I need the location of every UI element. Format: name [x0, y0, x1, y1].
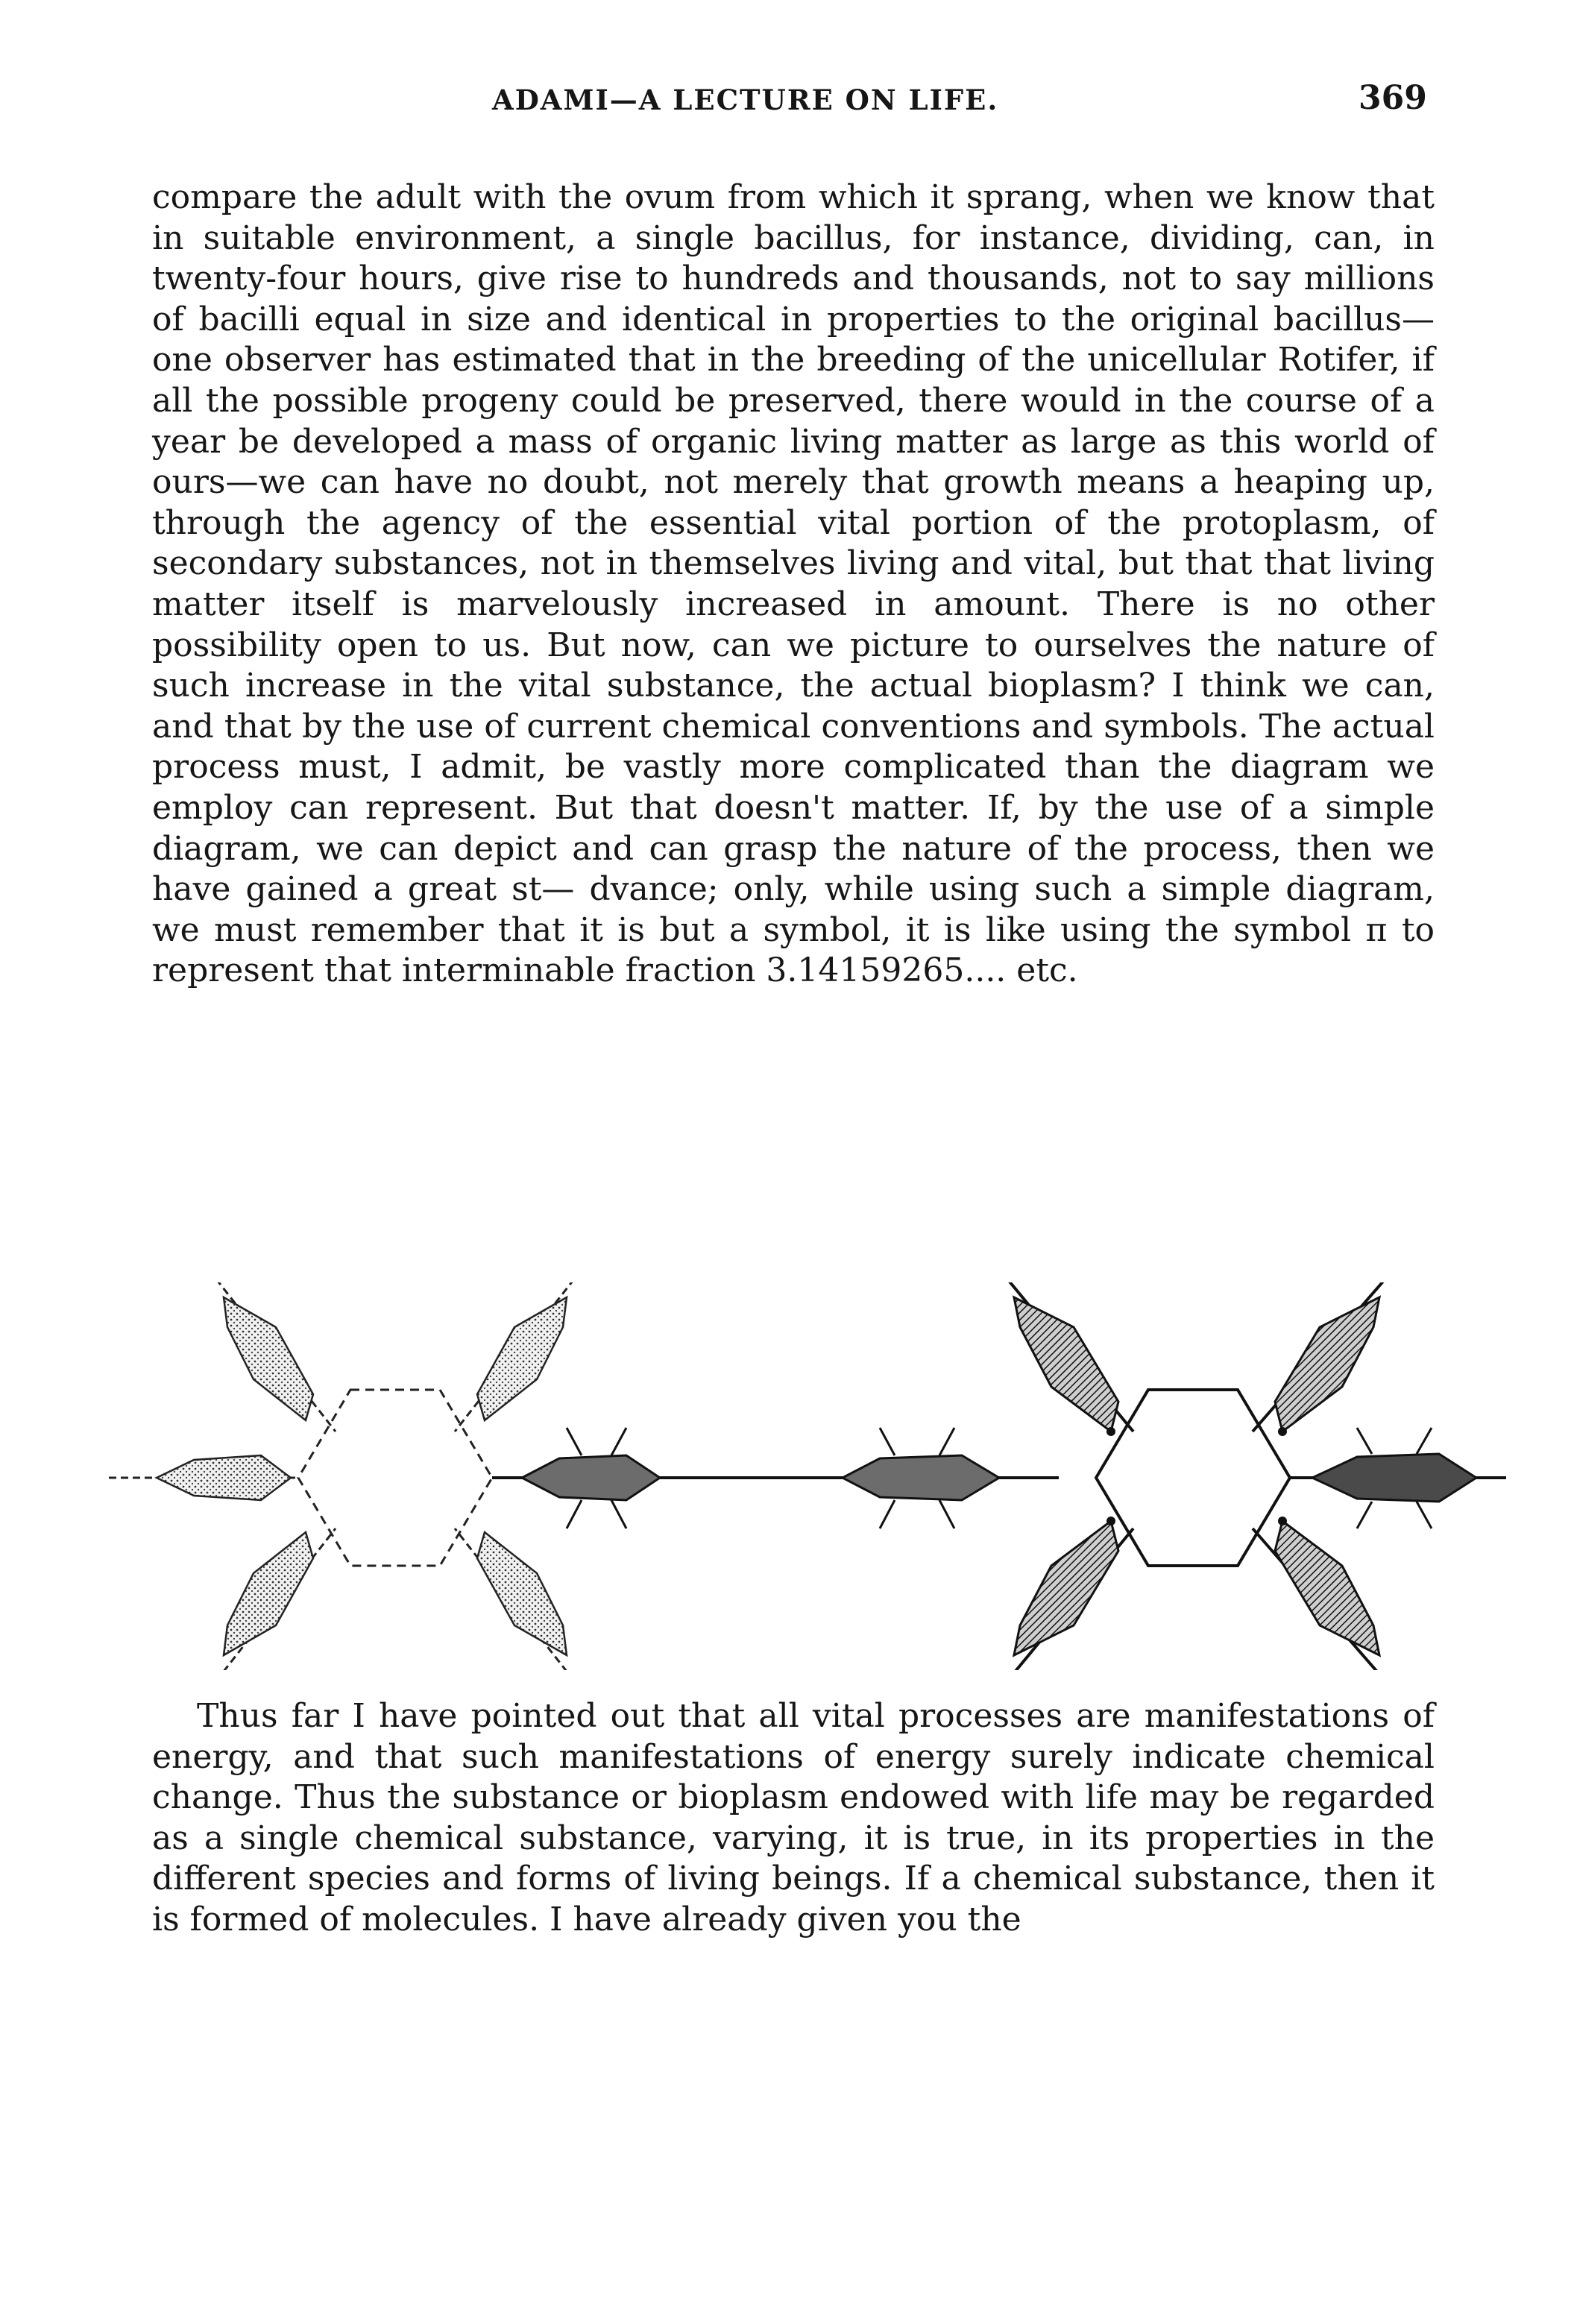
right-ring-arm — [992, 1282, 1133, 1436]
molecule-diagram — [104, 1282, 1514, 1670]
left-ring-arm — [104, 1455, 298, 1500]
molecule-diagram-svg — [104, 1282, 1514, 1670]
left-ring-arm — [201, 1528, 336, 1670]
right-ring-arm — [1253, 1517, 1402, 1670]
running-head: ADAMI—A LECTURE ON LIFE. — [492, 84, 999, 116]
body-paragraph-1: compare the adult with the ovum from which it sprang, when we know that in suitable environment, a single bacillus, for instance, dividing, can, in twenty-four hours, give rise to hundreds and thousands, not to say millions of bacilli equal in size and identical in properties to the original bacillus—one observer has estimated that in the breeding of the unicellular Rotifer, if all the possible progeny could be preserved, there would in the course of a year be developed a mass of organic living matter as large as this world of ours—we can have no doubt, not merely that growth means a heaping up, through the agency of the essential vital portion of the protoplasm, of secondary substances, not in themselves living and vital, but that that living matter itself is marvelously increased in amount. There is no other possibility open to us. But now, can we picture to ourselves the nature of such increase in the vital substance, the actual bioplasm? I think we can, and that by the use of current chemical conventions and symbols. The actual process must, I admit, be vastly more complicated than the diagram we employ can represent. But that doesn't matter. If, by the use of a simple diagram, we can depict and can grasp the nature of the process, then we have gained a great st— dvance; only, while using such a simple diagram, we must remember that it is but a symbol, it is like using the symbol π to represent that interminable fraction 3.14159265.... etc. — [152, 178, 1435, 990]
page-number: 369 — [1359, 79, 1427, 117]
left-ring-arm — [201, 1282, 336, 1432]
left-ring-arm — [455, 1528, 589, 1670]
right-ring-arm — [1290, 1428, 1506, 1528]
central-linking-arm — [671, 1428, 1059, 1528]
page-header — [0, 79, 1571, 128]
left-ring-arm — [455, 1282, 589, 1432]
body-paragraph-2: Thus far I have pointed out that all vital processes are manifestations of energy, and that such manifestations of energy surely indicate chemical change. Thus the substance or bioplasm endowed with life may be regarded as a single chemical substance, varying, it is true, in its properties in the different species and forms of living beings. If a chemical substance, then it is formed of molecules. I have already given you the — [152, 1697, 1435, 1939]
right-ring-arm — [992, 1517, 1133, 1670]
right-molecule-ring — [992, 1282, 1506, 1670]
central-linking-arm — [492, 1428, 671, 1528]
right-ring-arm — [1253, 1282, 1402, 1436]
